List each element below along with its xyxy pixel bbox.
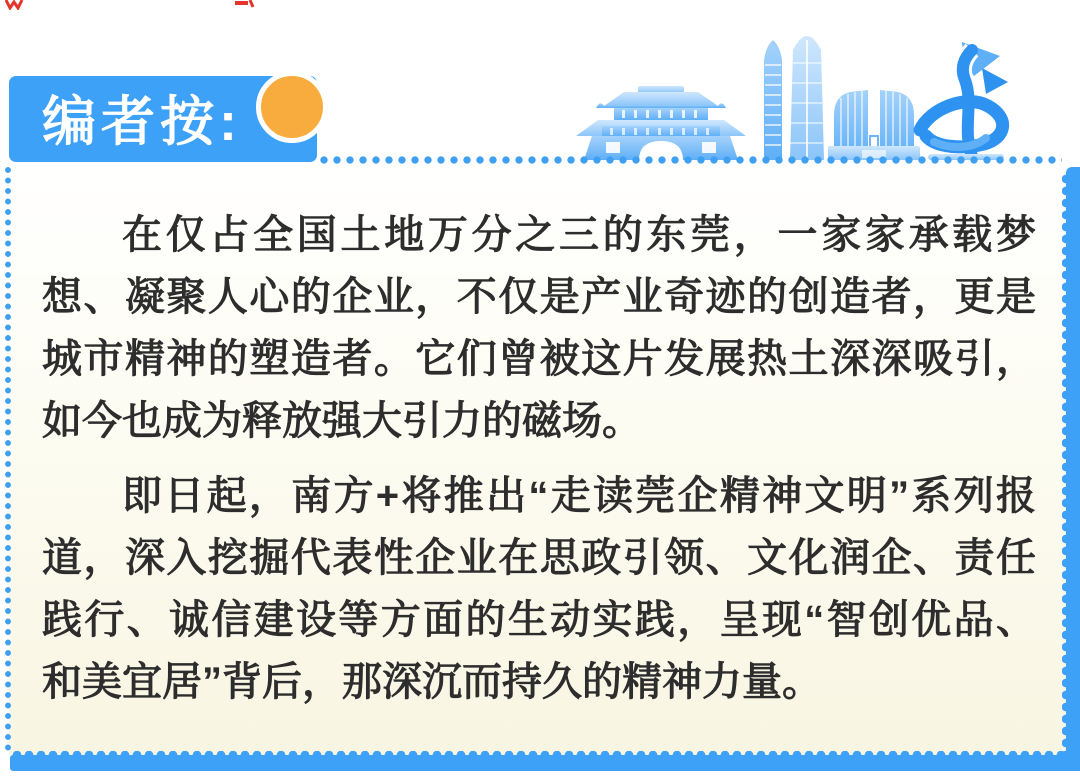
scalloped-bar-bottom [10,755,1080,771]
dotted-border-top [320,156,1062,164]
note-line: 即日起，南方+将推出“走读莞企精神文明”系列报 [122,474,1036,518]
note-line: 想、凝聚人心的企业，不仅是产业奇迹的创造者，更是 [42,275,1036,319]
note-line: 在仅占全国土地万分之三的东莞，一家家承载梦 [122,213,1036,257]
red-mark-icon [235,0,255,9]
note-line: 如今也成为释放强大引力的磁场。 [42,399,642,443]
red-mark-icon [5,0,25,10]
convention-center-icon [828,90,920,160]
dotted-border-left [5,167,11,751]
knot-sculpture-icon [920,42,1008,160]
badge-label: 编者按: [42,91,242,152]
gate-tower-icon [576,86,746,160]
note-paragraph [42,465,1036,713]
note-line: 道，深入挖掘代表性企业在思政引领、文化润企、责任 [42,536,1036,580]
note-line: 城市精神的塑造者。它们曾被这片发展热土深深吸引， [42,337,1036,381]
note-paragraph [42,204,1036,452]
skyline-illustration [576,30,1012,160]
note-line: 和美宜居”背后，那深沉而持久的精神力量。 [42,660,822,704]
accent-circle-icon [256,71,328,143]
note-line: 践行、诚信建设等方面的生动实践，呈现“智创优品、 [42,598,1036,642]
scalloped-bar-right [1066,167,1080,771]
note-body [42,204,1036,713]
twin-towers-icon [764,36,824,160]
